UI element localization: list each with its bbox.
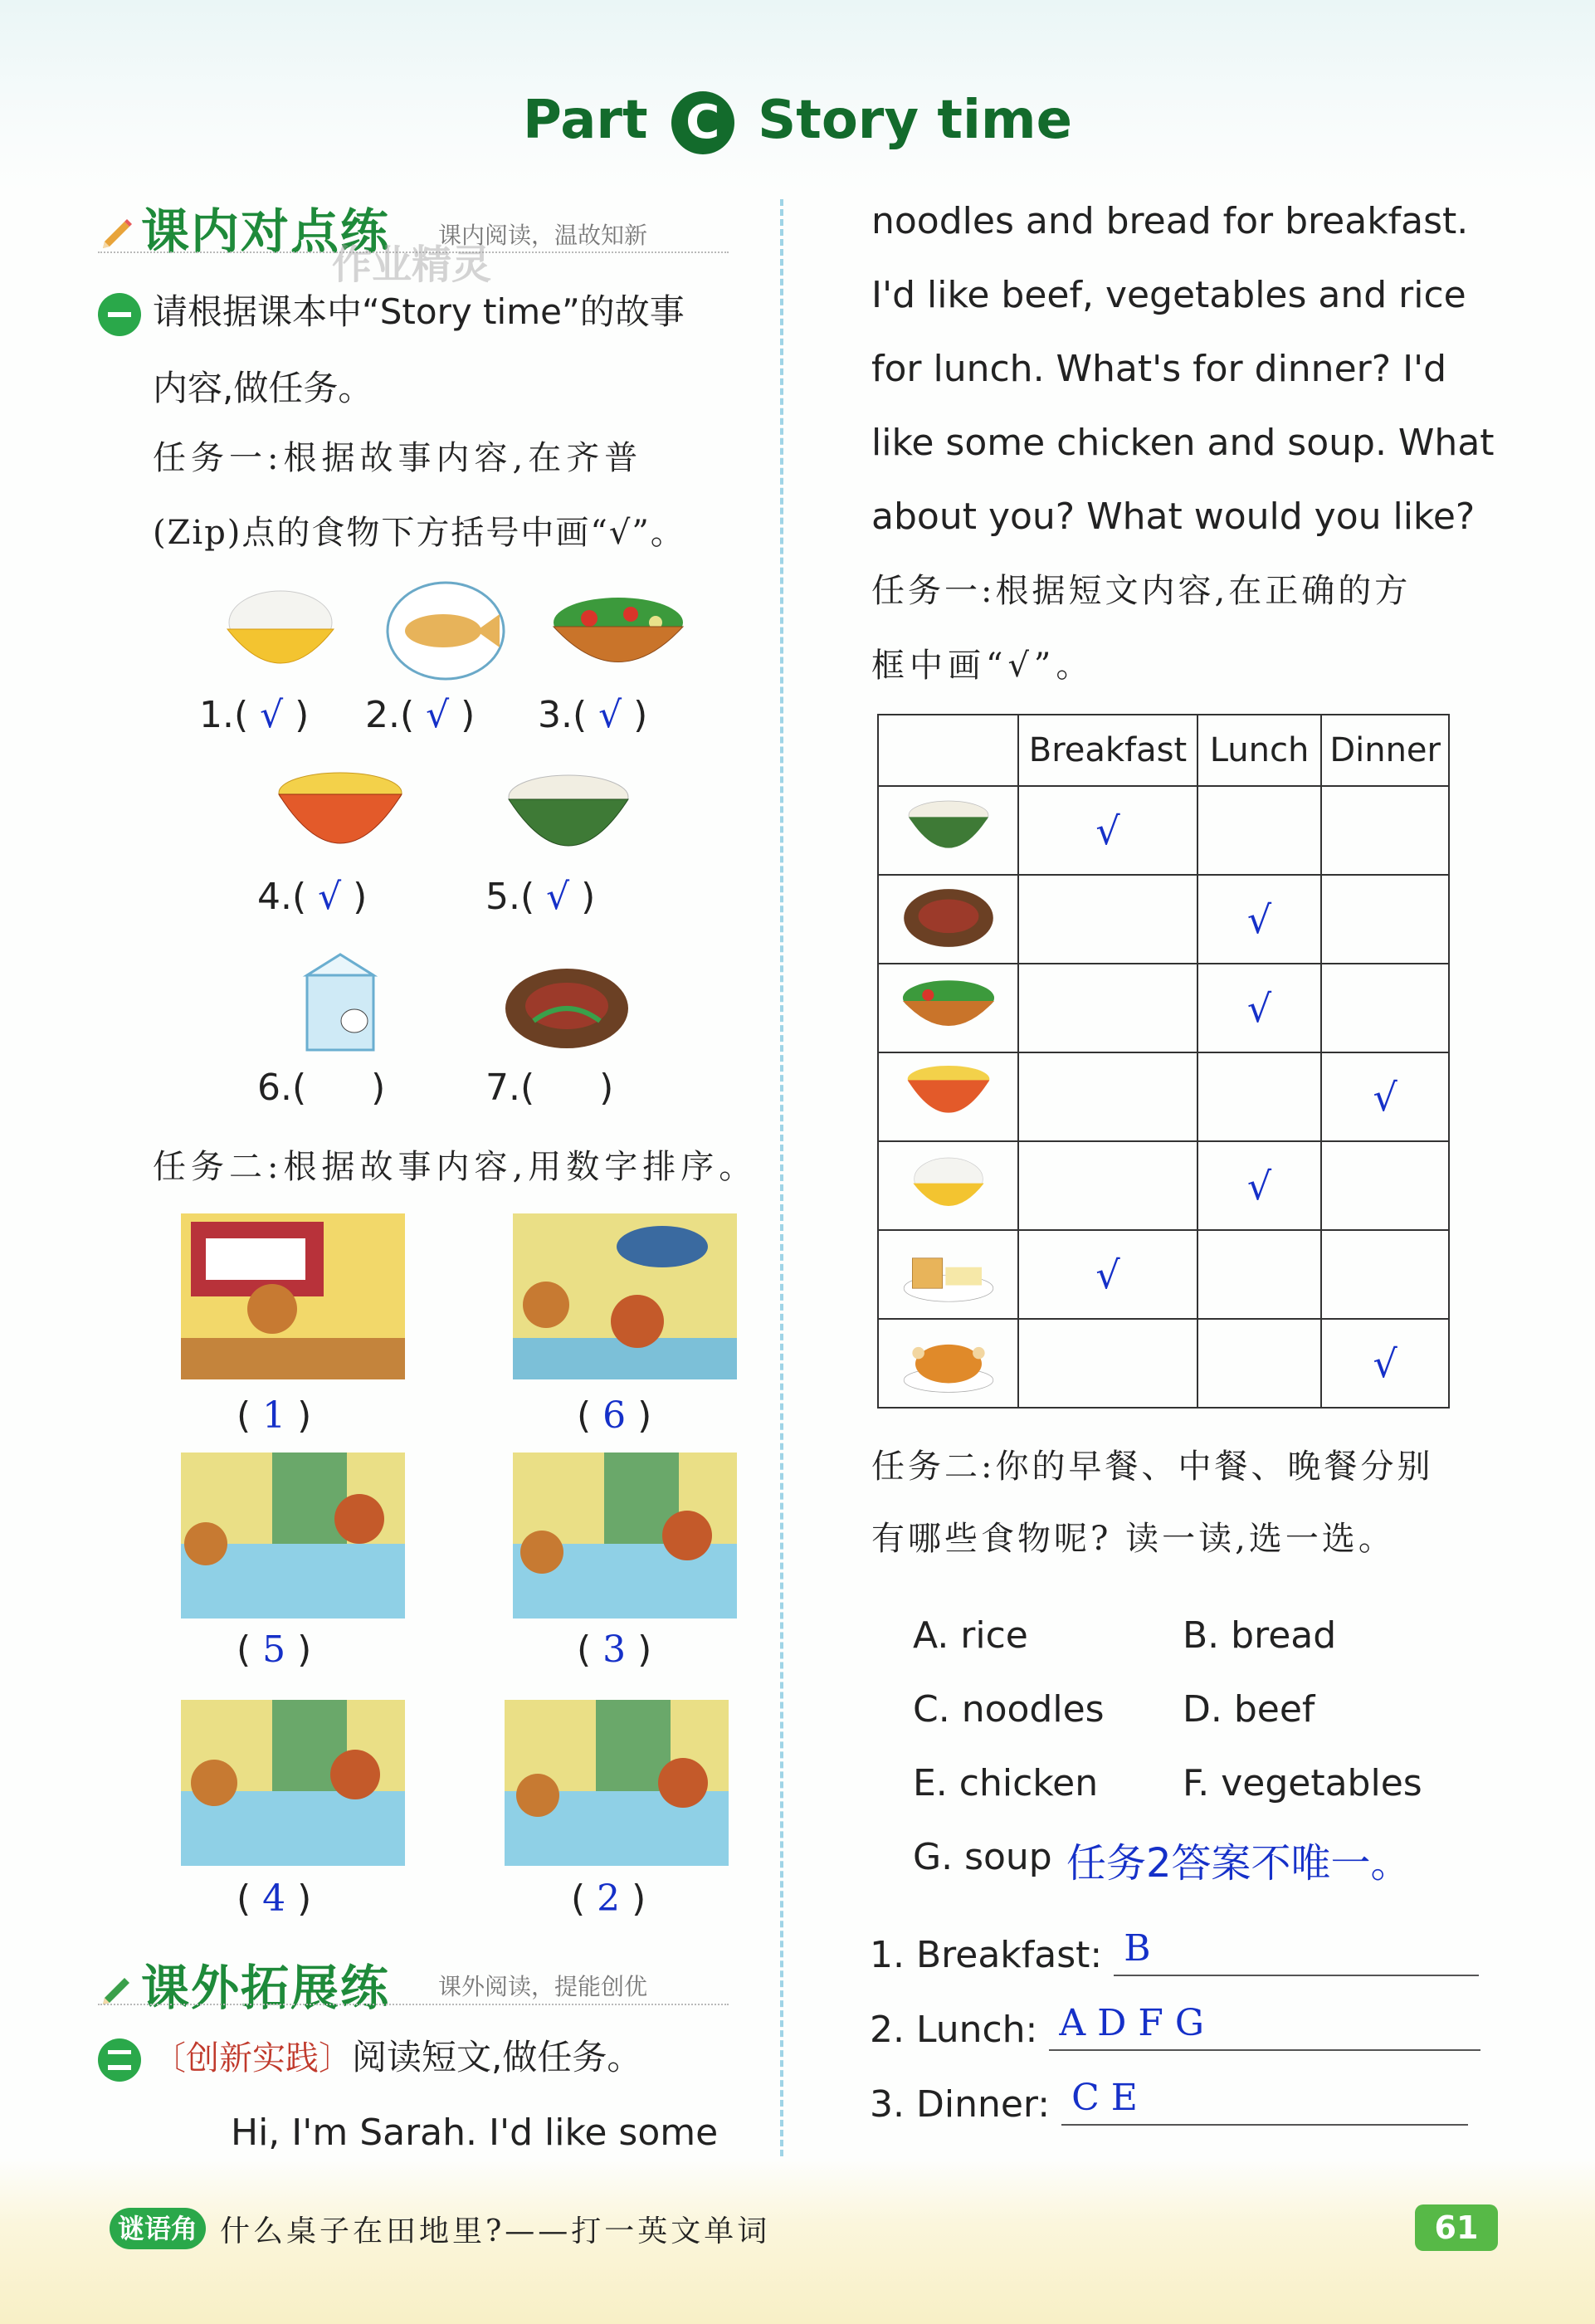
- salad-bowl-icon: [899, 974, 998, 1040]
- header-dinner: Dinner: [1321, 715, 1449, 786]
- option-5: 5.( √ ): [485, 876, 596, 918]
- table-row: [878, 964, 1449, 1052]
- option-7: 7.( ): [485, 1067, 614, 1109]
- watermark: 作业精灵: [332, 242, 492, 288]
- story-picture-6: [505, 1700, 729, 1866]
- sequence-label-2: ( 6 ): [577, 1394, 652, 1437]
- bread-plate-icon: [899, 1240, 998, 1306]
- rice-bowl-icon: [222, 581, 339, 681]
- passage-start: Hi, I'm Sarah. I'd like some: [231, 2112, 719, 2154]
- sequence-label-6: ( 2 ): [571, 1877, 646, 1920]
- option-1: 1.( √ ): [199, 694, 310, 736]
- choice-c: C. noodles: [913, 1688, 1105, 1731]
- option-3: 3.( √ ): [538, 694, 648, 736]
- choice-b: B. bread: [1183, 1614, 1337, 1657]
- tick-cell: [1018, 964, 1197, 1052]
- tick-cell: [1197, 1052, 1322, 1141]
- tick-cell: [1018, 1141, 1197, 1230]
- table-row: [878, 1230, 1449, 1319]
- fill-dinner: 3. Dinner: C E: [870, 2083, 1468, 2126]
- pencil-icon: [98, 217, 134, 253]
- story-picture-5: [181, 1700, 405, 1866]
- section2-task1-line1: 任务一:根据短文内容,在正确的方: [871, 572, 1412, 610]
- section2-heading: 课外拓展练: [98, 1949, 390, 2019]
- option-4: 4.( √ ): [257, 876, 368, 918]
- task1-instruction-line2: (Zip)点的食物下方括号中画“√”。: [153, 514, 685, 552]
- rice-bowl-icon: [903, 1151, 994, 1218]
- part-letter-badge: C: [671, 91, 734, 154]
- section2-subtitle: 课外阅读，提能创优: [438, 1973, 648, 2000]
- steak-plate-icon: [899, 885, 998, 951]
- riddle-badge: 谜语角: [110, 2208, 206, 2249]
- story-picture-3: [181, 1452, 405, 1618]
- passage-continued: noodles and bread for breakfast. I'd like beef, vegetables and rice for lunch. What's for dinner? I'd like some chicken and soup. What about you? What would you like?: [871, 200, 1495, 538]
- section1-subtitle: 课内阅读，温故知新: [438, 222, 648, 249]
- section2-task2-line2: 有哪些食物呢? 读一读,选一选。: [871, 1520, 1395, 1558]
- tick-cell: √: [1197, 875, 1322, 964]
- tick-cell: [1197, 1230, 1322, 1319]
- sequence-label-3: ( 5 ): [237, 1628, 312, 1671]
- section1-heading: 课内对点练: [98, 193, 390, 262]
- tick-cell: [1197, 786, 1322, 875]
- section2-underline: [98, 2004, 729, 2005]
- steak-plate-icon: [500, 963, 633, 1054]
- table-row: [878, 786, 1449, 875]
- answer-note: 任务2答案不唯一。: [1066, 1840, 1411, 1887]
- task1-instruction-line1: 任务一:根据故事内容,在齐普: [153, 439, 643, 477]
- question1: 请根据课本中“Story time”的故事 内容,做任务。: [98, 274, 685, 427]
- fish-plate-icon: [383, 577, 508, 685]
- number-one-badge: [98, 293, 141, 336]
- table-row: [878, 1141, 1449, 1230]
- riddle-text: 什么桌子在田地里?——打一英文单词: [220, 2214, 771, 2248]
- header-breakfast: Breakfast: [1018, 715, 1197, 786]
- table-row: [878, 875, 1449, 964]
- section2-task1-line2: 框中画“√”。: [871, 647, 1095, 685]
- choice-d: D. beef: [1183, 1688, 1315, 1731]
- tick-cell: [1321, 1230, 1449, 1319]
- salad-bowl-icon: [548, 589, 689, 681]
- sequence-label-5: ( 4 ): [237, 1877, 312, 1920]
- page-title: Part C Story time: [0, 90, 1595, 154]
- number-two-badge: [98, 2038, 141, 2082]
- tick-cell: [1321, 875, 1449, 964]
- option-6: 6.( ): [257, 1067, 386, 1109]
- tick-cell: √: [1321, 1319, 1449, 1408]
- column-divider: [780, 199, 783, 2166]
- tick-cell: [1321, 964, 1449, 1052]
- soup-bowl-icon: [903, 1062, 994, 1129]
- sequence-label-1: ( 1 ): [237, 1394, 312, 1437]
- tick-cell: [1197, 1319, 1322, 1408]
- tick-cell: [1321, 786, 1449, 875]
- task2-instruction: 任务二:根据故事内容,用数字排序。: [153, 1148, 758, 1186]
- header-lunch: Lunch: [1197, 715, 1322, 786]
- roast-chicken-icon: [899, 1329, 998, 1395]
- option-2: 2.( √ ): [365, 694, 476, 736]
- tick-cell: √: [1321, 1052, 1449, 1141]
- tick-cell: [1321, 1141, 1449, 1230]
- meal-table: [877, 714, 1450, 1409]
- choice-e: E. chicken: [913, 1762, 1099, 1804]
- noodles-bowl-icon: [502, 768, 635, 867]
- sequence-label-4: ( 3 ): [577, 1628, 652, 1671]
- choice-f: F. vegetables: [1183, 1762, 1422, 1804]
- page-number: 61: [1415, 2204, 1498, 2251]
- story-picture-2: [513, 1213, 737, 1379]
- tick-cell: √: [1197, 1141, 1322, 1230]
- milk-carton-icon: [295, 946, 386, 1054]
- story-picture-1: [181, 1213, 405, 1379]
- choice-a: A. rice: [913, 1614, 1028, 1657]
- tick-cell: [1018, 1052, 1197, 1141]
- story-picture-4: [513, 1452, 737, 1618]
- question2: 〔创新实践〕阅读短文,做任务。: [98, 2019, 641, 2097]
- choice-g: G. soup: [913, 1836, 1052, 1878]
- meal-table-corner: [878, 715, 1018, 786]
- tick-cell: √: [1197, 964, 1322, 1052]
- tick-cell: [1018, 875, 1197, 964]
- section2-task2-line1: 任务二:你的早餐、中餐、晚餐分别: [871, 1448, 1434, 1486]
- fill-lunch: 2. Lunch: A D F G: [870, 2009, 1480, 2051]
- tick-cell: [1018, 1319, 1197, 1408]
- table-row: [878, 1052, 1449, 1141]
- soup-bowl-icon: [274, 768, 407, 867]
- tick-cell: √: [1018, 786, 1197, 875]
- fill-breakfast: 1. Breakfast: B: [870, 1934, 1479, 1976]
- table-row: [878, 1319, 1449, 1408]
- noodles-bowl-icon: [899, 796, 998, 862]
- tick-cell: √: [1018, 1230, 1197, 1319]
